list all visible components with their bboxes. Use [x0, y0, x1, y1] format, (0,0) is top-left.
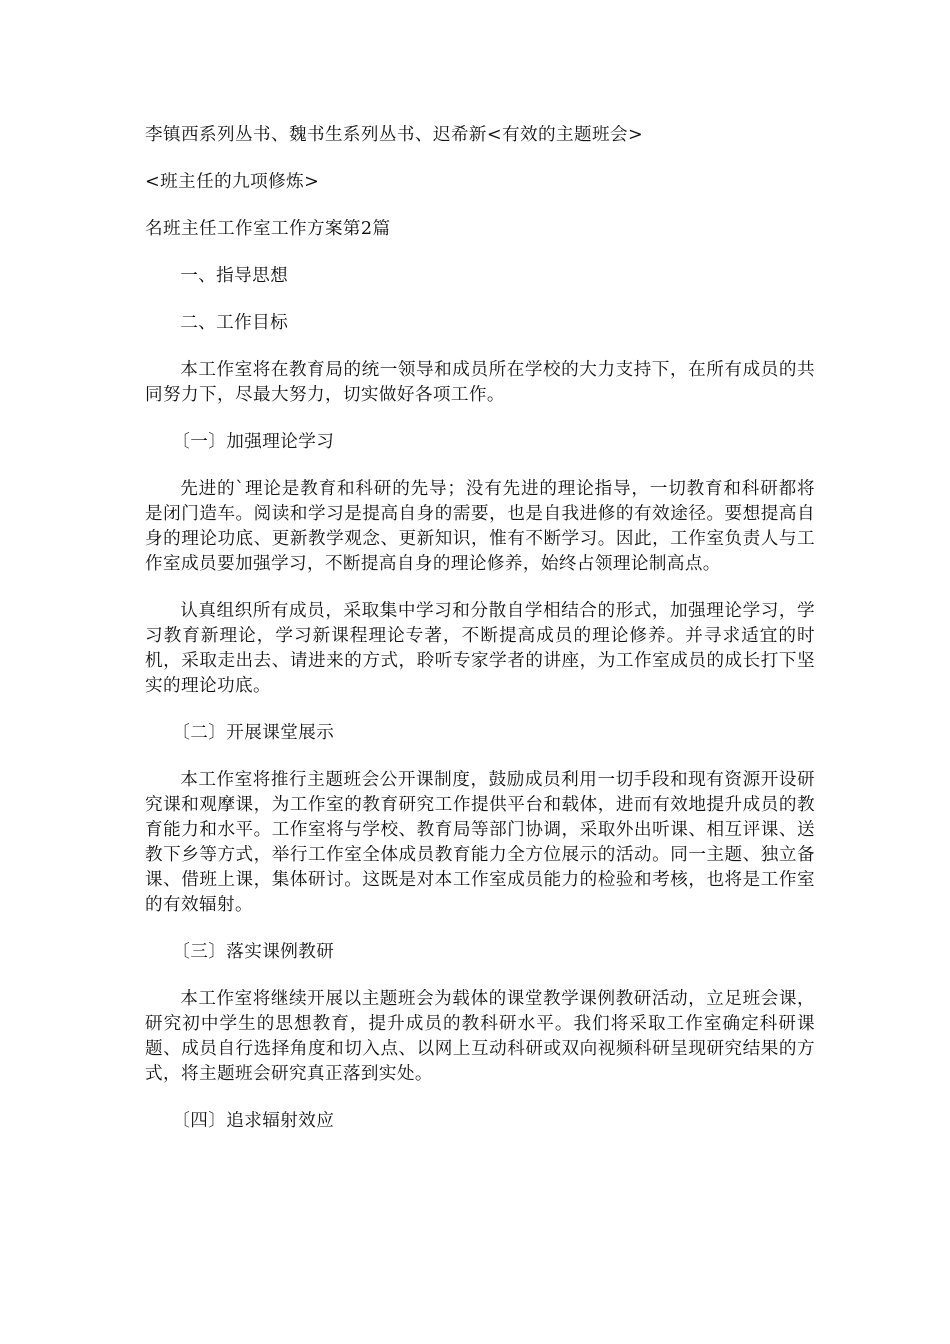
subsection-heading-radiation-effect: 〔四〕追求辐射效应 — [172, 1111, 335, 1131]
paragraph: 本工作室将继续开展以主题班会为载体的课堂教学课例教研活动，立足班会课，研究初中学生的思想教育，提升成员的教科研水平。我们将采取工作室确定科研课题、成员自行选择角度和切入点、以网上互动科研或双向视频科研呈现研究结果的方式，将主题班会研究真正落到实处。 — [145, 989, 815, 1084]
subsection-heading-theory-study: 〔一〕加强理论学习 — [172, 432, 335, 452]
paragraph: 先进的`理论是教育和科研的先导；没有先进的理论指导，一切教育和科研都将是闭门造车。阅读和学习是提高自身的需要，也是自我进修的有效途径。要想提高自身的理论功底、更新教学观念、更新知识，惟有不断学习。因此，工作室负责人与工作室成员要加强学习，不断提高自身的理论修养，始终占领理论制高点。 — [145, 479, 815, 574]
document-title: 名班主任工作室工作方案第2篇 — [145, 219, 391, 239]
subsection-heading-classroom-showcase: 〔二〕开展课堂展示 — [172, 723, 335, 743]
intro-paragraph: 本工作室将在教育局的统一领导和成员所在学校的大力支持下，在所有成员的共同努力下，尽最大努力，切实做好各项工作。 — [145, 360, 815, 405]
reference-line-1: 李镇西系列丛书、魏书生系列丛书、迟希新<有效的主题班会> — [145, 125, 644, 145]
section-heading-guiding-ideology: 一、指导思想 — [180, 266, 289, 286]
paragraph: 本工作室将推行主题班会公开课制度，鼓励成员利用一切手段和现有资源开设研究课和观摩课，为工作室的教育研究工作提供平台和载体，进而有效地提升成员的教育能力和水平。工作室将与学校、教育局等部门协调，采取外出听课、相互评课、送教下乡等方式，举行工作室全体成员教育能力全方位展示的活动。同一主题、独立备课、借班上课，集体研讨。这既是对本工作室成员能力的检验和考核，也将是工作室的有效辐射。 — [145, 770, 815, 915]
section-heading-work-goals: 二、工作目标 — [180, 313, 289, 333]
subsection-heading-case-research: 〔三〕落实课例教研 — [172, 942, 335, 962]
reference-line-2: <班主任的九项修炼> — [145, 172, 320, 192]
document-body — [145, 123, 815, 1156]
paragraph: 认真组织所有成员，采取集中学习和分散自学相结合的形式，加强理论学习，学习教育新理论，学习新课程理论专著，不断提高成员的理论修养。并寻求适宜的时机，采取走出去、请进来的方式，聆听专家学者的讲座，为工作室成员的成长打下坚实的理论功底。 — [145, 601, 815, 696]
